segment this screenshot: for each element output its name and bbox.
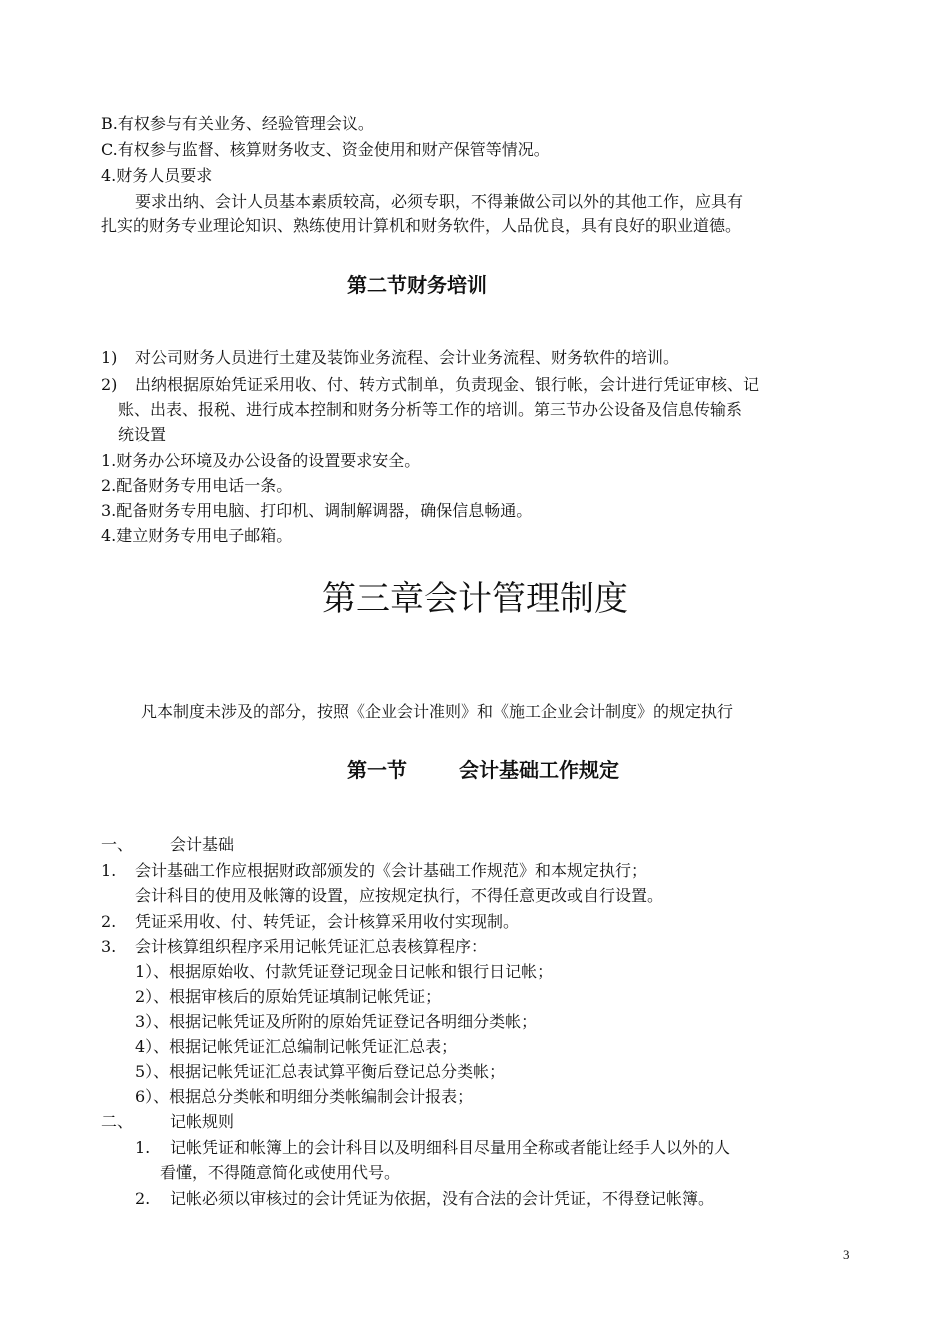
step-item: 5）、根据记帐凭证汇总表试算平衡后登记总分类帐； [135, 1062, 506, 1081]
part1-title: 会计基础 [170, 835, 235, 854]
r2-text: 记帐必须以审核过的会计凭证为依据，没有合法的会计凭证，不得登记帐簿。 [170, 1189, 715, 1208]
section2-item2-num: 2) [101, 375, 118, 394]
step-item: 3）、根据记帐凭证及所附的原始凭证登记各明细分类帐； [135, 1012, 538, 1031]
list-item: 4.建立财务专用电子邮箱。 [101, 526, 293, 545]
section2-item2-text-3: 统设置 [118, 425, 167, 444]
item4-text-1: 要求出纳、会计人员基本素质较高，必须专职，不得兼做公司以外的其他工作，应具有 [135, 192, 744, 211]
list-item: 3.配备财务专用电脑、打印机、调制解调器，确保信息畅通。 [101, 501, 533, 520]
section2-item1-num: 1) [101, 348, 118, 367]
section2-item1-text: 对公司财务人员进行土建及装饰业务流程、会计业务流程、财务软件的培训。 [135, 348, 680, 367]
p3-num: 3. [101, 937, 117, 956]
p1-num: 1. [101, 861, 117, 880]
step-item: 1）、根据原始收、付款凭证登记现金日记帐和银行日记帐； [135, 962, 554, 981]
part2-title: 记帐规则 [170, 1112, 235, 1131]
list-item: 2.配备财务专用电话一条。 [101, 476, 293, 495]
section2-item2-text-1: 出纳根据原始凭证采用收、付、转方式制单，负责现金、银行帐，会计进行凭证审核、记 [135, 375, 760, 394]
r1-text-1: 记帐凭证和帐簿上的会计科目以及明细科目尽量用全称或者能让经手人以外的人 [170, 1138, 731, 1157]
page-number: 3 [843, 1247, 850, 1262]
p3-text: 会计核算组织程序采用记帐凭证汇总表核算程序： [135, 937, 488, 956]
section1-title-a: 第一节 [347, 758, 407, 782]
chapter3-intro: 凡本制度未涉及的部分，按照《企业会计准则》和《施工企业会计制度》的规定执行 [141, 702, 734, 721]
step-item: 4）、根据记帐凭证汇总编制记帐凭证汇总表； [135, 1037, 458, 1056]
step-item: 6）、根据总分类帐和明细分类帐编制会计报表； [135, 1087, 474, 1106]
r1-text-2: 看懂，不得随意简化或使用代号。 [160, 1163, 401, 1182]
section2-item2-text-2: 账、出表、报税、进行成本控制和财务分析等工作的培训。第三节办公设备及信息传输系 [118, 400, 743, 419]
part2-num: 二、 [101, 1112, 134, 1131]
part1-num: 一、 [101, 835, 134, 854]
list-item: 1.财务办公环境及办公设备的设置要求安全。 [101, 451, 421, 470]
section1-title-b: 会计基础工作规定 [459, 758, 619, 782]
step-item: 2）、根据审核后的原始凭证填制记帐凭证； [135, 987, 442, 1006]
line-b: B.有权参与有关业务、经验管理会议。 [101, 114, 374, 133]
item4-title: 4.财务人员要求 [101, 166, 213, 185]
p1-text-1: 会计基础工作应根据财政部颁发的《会计基础工作规范》和本规定执行； [135, 861, 648, 880]
r1-num: 1. [135, 1138, 151, 1157]
p2-num: 2. [101, 912, 117, 931]
p2-text: 凭证采用收、付、转凭证，会计核算采用收付实现制。 [135, 912, 520, 931]
chapter3-title: 第三章会计管理制度 [322, 579, 628, 619]
r2-num: 2. [135, 1189, 151, 1208]
p1-text-2: 会计科目的使用及帐簿的设置，应按规定执行，不得任意更改或自行设置。 [135, 886, 664, 905]
section2-title: 第二节财务培训 [347, 273, 487, 297]
line-c: C.有权参与监督、核算财务收支、资金使用和财产保管等情况。 [101, 140, 550, 159]
item4-text-2: 扎实的财务专业理论知识、熟练使用计算机和财务软件，人品优良，具有良好的职业道德。 [101, 216, 742, 235]
